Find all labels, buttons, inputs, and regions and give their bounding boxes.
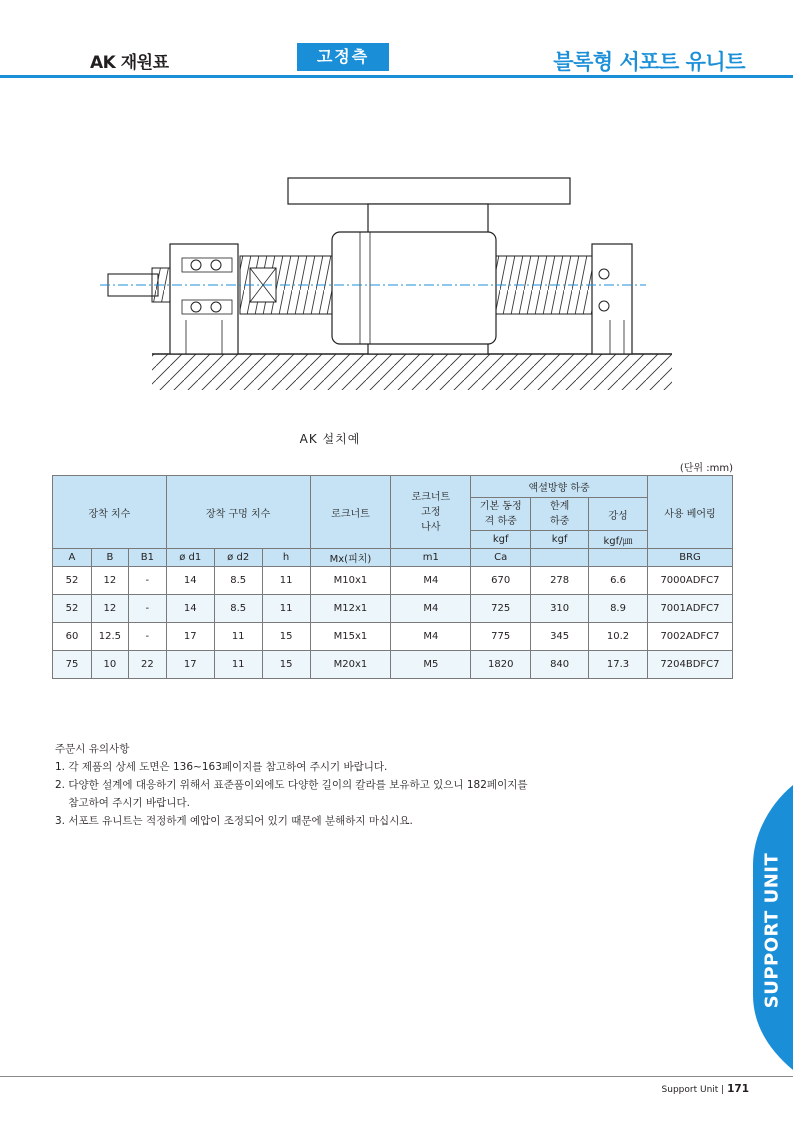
table-cell: 6.6 bbox=[589, 567, 648, 595]
table-cell: 11 bbox=[214, 623, 262, 651]
section-title: AK 재원표 bbox=[90, 53, 169, 73]
category-tab: 고정측 bbox=[297, 43, 389, 71]
unit-label: (단위 :mm) bbox=[679, 463, 733, 474]
installation-drawing bbox=[100, 170, 680, 395]
footer-section: Support Unit | bbox=[661, 1085, 725, 1095]
table-cell: 725 bbox=[471, 595, 531, 623]
figure-caption: AK 설치예 bbox=[299, 432, 361, 446]
table-cell: 12 bbox=[91, 595, 128, 623]
table-cell: - bbox=[128, 595, 166, 623]
table-cell: 60 bbox=[53, 623, 92, 651]
col-limit bbox=[531, 549, 589, 567]
table-cell: 75 bbox=[53, 651, 92, 679]
side-tab-label: SUPPORT UNIT bbox=[761, 852, 783, 1008]
col-brg: BRG bbox=[647, 549, 732, 567]
unit-rigidity: kgf/㎛ bbox=[589, 531, 648, 549]
column-symbols-row bbox=[53, 549, 733, 567]
col-b1: B1 bbox=[128, 549, 166, 567]
table-cell: 670 bbox=[471, 567, 531, 595]
table-cell: - bbox=[128, 623, 166, 651]
table-cell: 12 bbox=[91, 567, 128, 595]
table-cell: - bbox=[128, 567, 166, 595]
table-cell: 7204BDFC7 bbox=[647, 651, 732, 679]
table-cell: 10.2 bbox=[589, 623, 648, 651]
col-rigidity bbox=[589, 549, 648, 567]
header-fix-screw: 로크너트 고정 나사 bbox=[391, 476, 471, 549]
product-title: 블록형 서포트 유니트 bbox=[553, 50, 745, 74]
spec-table bbox=[52, 475, 733, 679]
table-cell: 22 bbox=[128, 651, 166, 679]
table-cell: 8.5 bbox=[214, 567, 262, 595]
header-load: 액셜방향 하중 bbox=[471, 476, 648, 498]
col-a: A bbox=[53, 549, 92, 567]
order-notes bbox=[55, 740, 528, 830]
col-h: h bbox=[262, 549, 310, 567]
table-cell: 8.9 bbox=[589, 595, 648, 623]
table-cell: 7000ADFC7 bbox=[647, 567, 732, 595]
notes-title: 주문시 유의사항 bbox=[55, 743, 130, 755]
note-item: 참고하여 주시기 바랍니다. bbox=[55, 797, 190, 809]
table-cell: M4 bbox=[391, 595, 471, 623]
table-cell: 8.5 bbox=[214, 595, 262, 623]
header-rigidity: 강성 bbox=[589, 498, 648, 531]
header-locknut: 로크너트 bbox=[310, 476, 391, 549]
table-cell: 310 bbox=[531, 595, 589, 623]
table-cell: M5 bbox=[391, 651, 471, 679]
table-cell: 775 bbox=[471, 623, 531, 651]
table-cell: 10 bbox=[91, 651, 128, 679]
note-item: 1. 각 제품의 상세 도면은 136~163페이지를 참고하여 주시기 바랍니다. bbox=[55, 761, 388, 773]
page-number: 171 bbox=[727, 1083, 749, 1095]
table-row bbox=[53, 623, 733, 651]
table-cell: 1820 bbox=[471, 651, 531, 679]
header-basic-load: 기본 동정 격 하중 bbox=[471, 498, 531, 531]
table-cell: M10x1 bbox=[310, 567, 391, 595]
col-d1: ø d1 bbox=[166, 549, 214, 567]
note-item: 3. 서포트 유니트는 적정하게 예압이 조정되어 있기 때문에 분해하지 마십시요. bbox=[55, 815, 413, 827]
col-b: B bbox=[91, 549, 128, 567]
table-cell: 840 bbox=[531, 651, 589, 679]
table-cell: 15 bbox=[262, 651, 310, 679]
table-cell: 11 bbox=[262, 595, 310, 623]
header-mount: 장착 치수 bbox=[53, 476, 167, 549]
table-cell: 345 bbox=[531, 623, 589, 651]
table-cell: 14 bbox=[166, 595, 214, 623]
table-row bbox=[53, 567, 733, 595]
unit-limit: kgf bbox=[531, 531, 589, 549]
unit-basic: kgf bbox=[471, 531, 531, 549]
table-cell: M4 bbox=[391, 567, 471, 595]
table-cell: 12.5 bbox=[91, 623, 128, 651]
table-row bbox=[53, 651, 733, 679]
table-cell: M15x1 bbox=[310, 623, 391, 651]
table-row bbox=[53, 595, 733, 623]
header-bearing: 사용 베어링 bbox=[647, 476, 732, 549]
table-cell: M4 bbox=[391, 623, 471, 651]
table-cell: M20x1 bbox=[310, 651, 391, 679]
table-cell: 17.3 bbox=[589, 651, 648, 679]
table-cell: 17 bbox=[166, 651, 214, 679]
col-d2: ø d2 bbox=[214, 549, 262, 567]
table-cell: 52 bbox=[53, 567, 92, 595]
table-cell: 15 bbox=[262, 623, 310, 651]
base-hatch bbox=[152, 354, 672, 390]
header-divider bbox=[0, 75, 793, 78]
table-cell: 11 bbox=[262, 567, 310, 595]
table-cell: 7002ADFC7 bbox=[647, 623, 732, 651]
header-limit-load: 한계 하중 bbox=[531, 498, 589, 531]
col-mx: Mx(피치) bbox=[310, 549, 391, 567]
table-cell: 52 bbox=[53, 595, 92, 623]
header-hole: 장착 구멍 치수 bbox=[166, 476, 310, 549]
table-cell: 14 bbox=[166, 567, 214, 595]
note-item: 2. 다양한 설계에 대응하기 위해서 표준품이외에도 다양한 길이의 칼라를 보유하고 있으니 182페이지를 bbox=[55, 779, 528, 791]
col-m1: m1 bbox=[391, 549, 471, 567]
page-footer bbox=[662, 1083, 749, 1095]
support-unit-support bbox=[592, 244, 632, 354]
footer-divider bbox=[0, 1076, 793, 1077]
table-block bbox=[288, 178, 570, 204]
table-cell: 11 bbox=[214, 651, 262, 679]
table-cell: 7001ADFC7 bbox=[647, 595, 732, 623]
table-cell: 17 bbox=[166, 623, 214, 651]
ball-nut bbox=[332, 232, 496, 344]
table-cell: 278 bbox=[531, 567, 589, 595]
table-cell: M12x1 bbox=[310, 595, 391, 623]
col-ca: Ca bbox=[471, 549, 531, 567]
